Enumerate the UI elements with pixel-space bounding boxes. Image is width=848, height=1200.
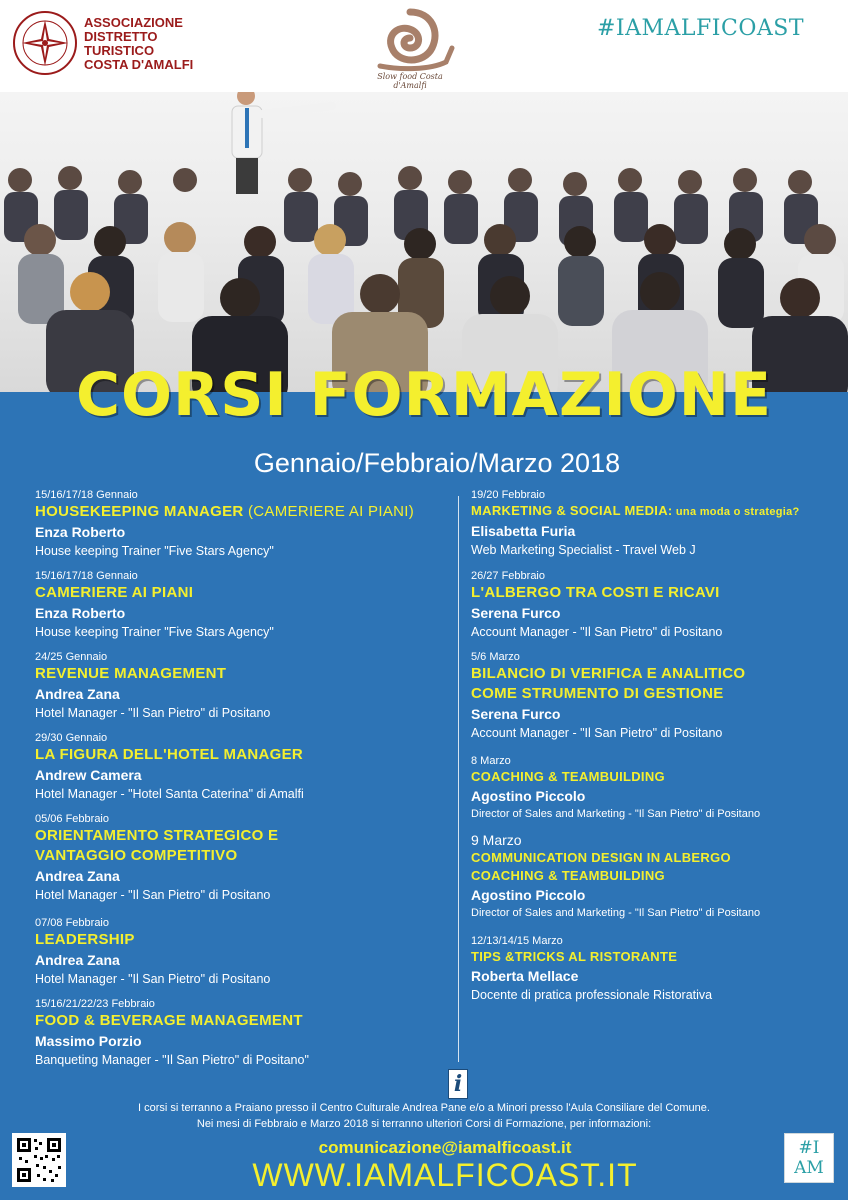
course-speaker-role: Hotel Manager - "Il San Pietro" di Positano [35,706,271,720]
course-item [471,832,841,921]
course-speaker: Elisabetta Furia [471,523,576,539]
course-title-extra: (CAMERIERE AI PIANI) [243,503,415,520]
contact-email[interactable]: comunicazione@iamalficoast.it [318,1138,572,1157]
course-speaker: Andrew Camera [35,767,142,783]
course-item [35,650,455,722]
course-item [471,934,841,1004]
course-speaker: Andrea Zana [35,952,120,968]
hashtag: #IAMALFICOAST [597,16,804,41]
snail-logo-icon [360,4,460,80]
course-item [35,731,455,803]
course-item [35,488,455,560]
course-speaker-role: Hotel Manager - "Il San Pietro" di Positano [35,972,271,986]
course-title [471,502,841,521]
course-speaker-role: Banqueting Manager - "Il San Pietro" di Positano" [35,1053,309,1067]
badge-line: AM [794,1158,824,1178]
course-title-line2: VANTAGGIO COMPETITIVO [35,847,238,864]
course-title-extra: una moda o strategia? [672,506,800,518]
audience-illustration [0,92,848,392]
course-speaker: Massimo Porzio [35,1033,142,1049]
course-item [35,997,455,1069]
course-speaker-role: Director of Sales and Marketing - "Il San Pietro" di Positano [471,808,761,820]
course-title [35,502,455,522]
association-line: COSTA D'AMALFI [84,57,194,72]
snail-caption: Slow food Costa d'Amalfi [377,72,443,90]
course-title-main: MARKETING & SOCIAL MEDIA: [471,503,673,518]
course-date: 29/30 Gennaio [35,732,108,744]
presenter-figure [232,92,332,194]
course-date: 9 Marzo [471,832,522,848]
course-speaker: Serena Furco [471,605,561,621]
course-speaker: Agostino Piccolo [471,788,586,804]
audience-photo [0,92,848,392]
course-date: 12/13/14/15 Marzo [471,935,563,947]
footer-note-line: Nei mesi di Febbraio e Marzo 2018 si terranno ulteriori Corsi di Formazione, per informazioni: [196,1118,652,1130]
iam-badge-logo [784,1133,834,1183]
course-speaker-role: Director of Sales and Marketing - "Il San Pietro" di Positano [471,907,761,919]
course-title: CAMERIERE AI PIANI [35,584,194,601]
column-divider [458,496,459,1062]
course-date: 05/06 Febbraio [35,813,109,825]
course-speaker: Andrea Zana [35,868,120,884]
course-title: COMMUNICATION DESIGN IN ALBERGO [471,850,731,865]
course-item [35,812,455,904]
qr-code-icon[interactable] [12,1133,66,1187]
course-speaker-role: Account Manager - "Il San Pietro" di Positano [471,625,723,639]
course-item [471,488,841,559]
course-title: ORIENTAMENTO STRATEGICO E [35,827,279,844]
course-title: BILANCIO DI VERIFICA E ANALITICO [471,665,746,682]
association-line: DISTRETTO [84,29,158,44]
course-date: 8 Marzo [471,755,511,767]
page-title: CORSI FORMAZIONE [75,360,773,430]
association-name [84,16,193,72]
course-date: 15/16/17/18 Gennaio [35,570,138,582]
course-title-main: HOUSEKEEPING MANAGER [35,503,244,520]
course-speaker-role: House keeping Trainer "Five Stars Agency" [35,625,274,639]
course-item [35,569,455,641]
course-speaker: Roberta Mellace [471,968,579,984]
course-date: 5/6 Marzo [471,651,520,663]
compass-rose-logo-icon [12,10,78,76]
course-title: LEADERSHIP [35,931,135,948]
course-speaker-role: House keeping Trainer "Five Stars Agency" [35,544,274,558]
course-item [471,569,841,641]
course-title: REVENUE MANAGEMENT [35,665,227,682]
page-subtitle: Gennaio/Febbraio/Marzo 2018 [253,448,621,478]
course-speaker-role: Hotel Manager - "Hotel Santa Caterina" di Amalfi [35,787,304,801]
course-speaker-role: Account Manager - "Il San Pietro" di Positano [471,726,723,740]
course-date: 15/16/21/22/23 Febbraio [35,998,155,1010]
course-date: 15/16/17/18 Gennaio [35,489,138,501]
course-speaker: Serena Furco [471,706,561,722]
course-title: L'ALBERGO TRA COSTI E RICAVI [471,584,720,601]
association-line: ASSOCIAZIONE [84,15,183,30]
course-title-line2: COACHING & TEAMBUILDING [471,868,665,883]
course-speaker-role: Web Marketing Specialist - Travel Web J [471,543,696,557]
website-link[interactable]: WWW.IAMALFICOAST.IT [252,1157,638,1193]
association-line: TURISTICO [84,43,155,58]
footer-note-line: I corsi si terranno a Praiano presso il Centro Culturale Andrea Pane e/o a Minori presso l'Aula Consiliare del Comune. [138,1102,710,1114]
course-date: 26/27 Febbraio [471,570,545,582]
course-speaker-role: Docente di pratica professionale Ristorativa [471,988,713,1002]
course-item [471,754,841,822]
course-title-line2: COME STRUMENTO DI GESTIONE [471,685,724,702]
info-icon: i [448,1069,468,1099]
course-speaker: Enza Roberto [35,524,126,540]
course-speaker: Agostino Piccolo [471,887,586,903]
course-date: 24/25 Gennaio [35,651,108,663]
course-item [35,916,455,988]
course-title: FOOD & BEVERAGE MANAGEMENT [35,1012,303,1029]
course-date: 19/20 Febbraio [471,489,545,501]
course-item [471,650,841,742]
course-date: 07/08 Febbraio [35,917,109,929]
course-speaker-role: Hotel Manager - "Il San Pietro" di Positano [35,888,271,902]
header [0,0,848,92]
course-title: LA FIGURA DELL'HOTEL MANAGER [35,746,304,763]
course-speaker: Andrea Zana [35,686,120,702]
badge-line: #I [798,1138,820,1158]
course-title: TIPS &TRICKS AL RISTORANTE [471,949,678,964]
course-speaker: Enza Roberto [35,605,126,621]
course-title: COACHING & TEAMBUILDING [471,769,665,784]
